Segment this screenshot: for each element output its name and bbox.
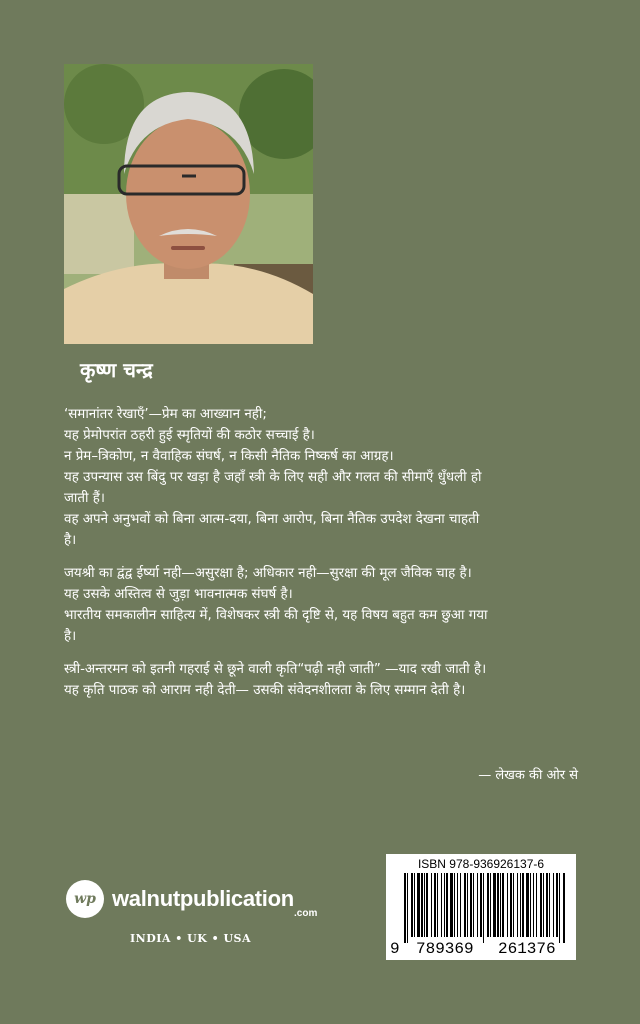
barcode-digit-lead: 9 bbox=[390, 940, 400, 958]
blurb-line: यह उसके अस्तित्व से जुड़ा भावनात्मक संघर्ष है। bbox=[64, 587, 293, 602]
publisher-block bbox=[66, 880, 318, 945]
barcode-stripe bbox=[473, 873, 474, 937]
publisher-logo bbox=[66, 880, 318, 919]
barcode-stripe bbox=[480, 873, 482, 937]
barcode-stripe bbox=[510, 873, 512, 937]
blurb-line: जयश्री का द्वंद्व ईर्ष्या नही—असुरक्षा है; अधिकार नही—सुरक्षा की मूल जैविक चाह है। bbox=[64, 566, 472, 581]
isbn-label: ISBN 978-936926137-6 bbox=[417, 857, 545, 871]
barcode-digits-right: 261376 bbox=[498, 940, 556, 958]
barcode-stripe bbox=[470, 873, 472, 937]
barcode-stripe bbox=[424, 873, 425, 937]
barcode-stripe bbox=[421, 873, 423, 937]
barcode-stripe bbox=[500, 873, 501, 937]
barcode-stripe bbox=[497, 873, 499, 937]
author-photo bbox=[64, 64, 313, 344]
barcode-stripe bbox=[464, 873, 466, 937]
publisher-name: walnutpublication bbox=[112, 886, 294, 911]
barcode-stripe bbox=[487, 873, 489, 937]
barcode-stripe bbox=[477, 873, 478, 937]
barcode-stripe bbox=[417, 873, 420, 937]
blurb-line: यह उपन्यास उस बिंदु पर खड़ा है जहाँ स्त्री के लिए सही और गलत की सीमाएँ धुँधली हो bbox=[64, 470, 482, 485]
blurb-line: है। bbox=[64, 629, 77, 644]
blurb-line: वह अपने अनुभवों को बिना आत्म-दया, बिना आरोप, बिना नैतिक उपदेश देखना चाहती bbox=[64, 512, 480, 527]
barcode-stripe bbox=[507, 873, 508, 937]
blurb-paragraph-3 bbox=[64, 659, 584, 701]
blurb-line: यह कृति पाठक को आराम नही देती— उसकी संवेदनशीलता के लिए सम्मान देती है। bbox=[64, 683, 466, 698]
barcode-stripe bbox=[446, 873, 448, 937]
blurb-line: जाती हैं। bbox=[64, 491, 105, 506]
blurb-line: न प्रेम–त्रिकोण, न वैवाहिक संघर्ष, न किसी नैतिक निष्कर्ष का आग्रह। bbox=[64, 449, 394, 464]
blurb-paragraph-2 bbox=[64, 563, 584, 647]
barcode-stripe bbox=[517, 873, 518, 937]
blurb-line: स्त्री-अन्तरमन को इतनी गहराई से छूने वाली कृति“पढ़ी नही जाती” —याद रखी जाती है। bbox=[64, 662, 487, 677]
barcode-stripe bbox=[559, 873, 560, 943]
blurb-line: ‘समानांतर रेखाएँ’—प्रेम का आख्यान नही; bbox=[64, 407, 267, 422]
barcode-stripe bbox=[426, 873, 428, 937]
barcode-stripe bbox=[457, 873, 458, 937]
blurb bbox=[64, 404, 584, 713]
publisher-regions: INDIA • UK • USA bbox=[130, 932, 252, 945]
barcode-stripe bbox=[483, 873, 484, 943]
barcode-stripe bbox=[411, 873, 413, 937]
barcode-stripe bbox=[526, 873, 529, 937]
barcode-stripe bbox=[454, 873, 455, 937]
blurb-line: यह प्रेमोपरांत ठहरी हुई स्मृतियों की कठोर सच्चाई है। bbox=[64, 428, 315, 443]
barcode-stripe bbox=[502, 873, 504, 937]
barcode-stripe bbox=[543, 873, 544, 937]
barcode-stripe bbox=[493, 873, 496, 937]
barcode-stripe bbox=[530, 873, 531, 937]
barcode-stripe bbox=[546, 873, 548, 937]
barcode-stripe bbox=[441, 873, 442, 937]
barcode-stripe bbox=[450, 873, 453, 937]
barcode-stripe bbox=[522, 873, 524, 937]
blurb-line: भारतीय समकालीन साहित्य में, विशेषकर स्त्री की दृष्टि से, यह विषय बहुत कम छुआ गया bbox=[64, 608, 488, 623]
barcode-stripe bbox=[414, 873, 415, 937]
barcode-stripe bbox=[513, 873, 514, 937]
barcode-stripe bbox=[437, 873, 438, 937]
publisher-domain: .com bbox=[294, 908, 318, 919]
barcode-stripe bbox=[490, 873, 491, 937]
walnut-logo-icon: wp bbox=[66, 880, 104, 918]
blurb-paragraph-1 bbox=[64, 404, 584, 551]
barcode-stripe bbox=[549, 873, 550, 937]
barcode-digits-left: 789369 bbox=[416, 940, 474, 958]
barcode-stripe bbox=[444, 873, 445, 937]
barcode-stripe bbox=[533, 873, 534, 937]
barcode-stripe bbox=[536, 873, 537, 937]
barcode-stripe bbox=[556, 873, 558, 937]
isbn-barcode bbox=[386, 854, 576, 960]
barcode-stripe bbox=[467, 873, 468, 937]
barcode-stripe bbox=[460, 873, 461, 937]
barcode-stripe bbox=[431, 873, 432, 937]
barcode-stripe bbox=[407, 873, 408, 943]
author-signature: — लेखक की ओर से bbox=[478, 768, 578, 783]
blurb-line: है। bbox=[64, 533, 77, 548]
barcode-stripe bbox=[553, 873, 554, 937]
barcode-stripe bbox=[520, 873, 521, 937]
barcode-stripe bbox=[563, 873, 565, 943]
barcode-stripe bbox=[404, 873, 406, 943]
barcode-stripe bbox=[540, 873, 542, 937]
author-name: कृष्ण चन्द्र bbox=[80, 358, 153, 382]
barcode-stripe bbox=[434, 873, 436, 937]
